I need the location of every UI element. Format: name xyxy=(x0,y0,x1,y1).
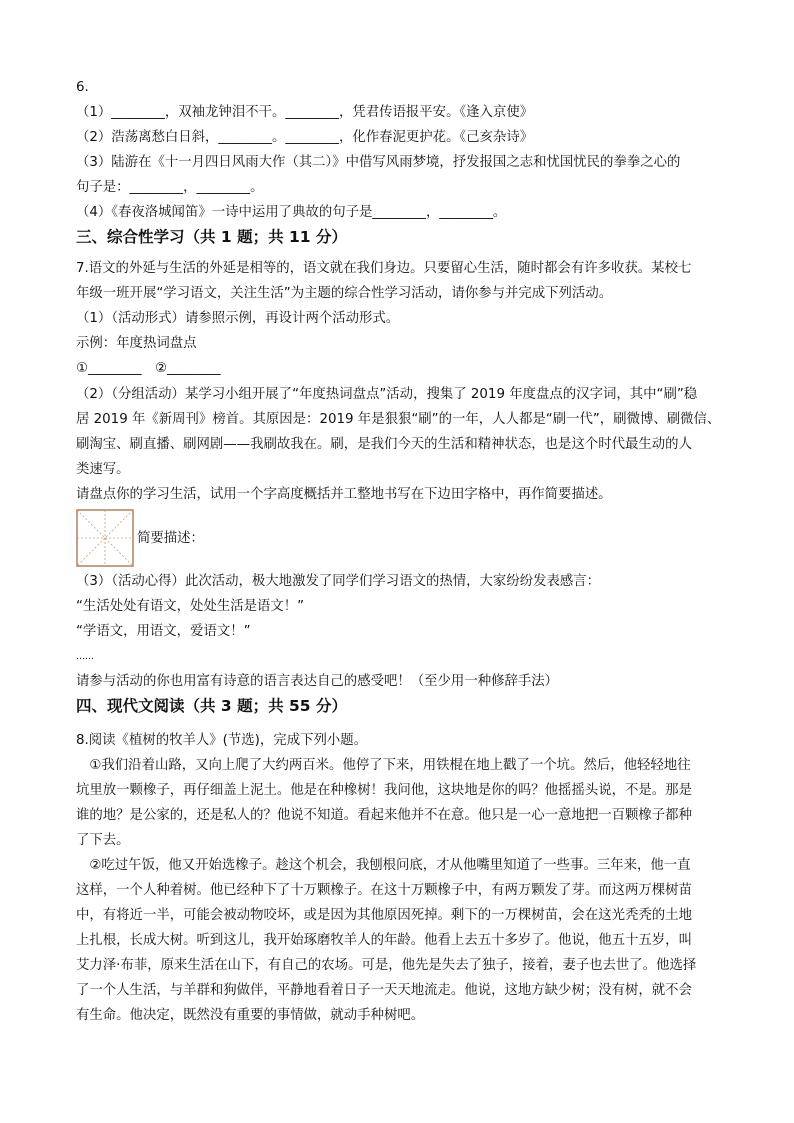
q7-sub-2-line-4: 类速写。 xyxy=(76,462,130,477)
q6-item-4: （4）《春夜洛城闻笛》一诗中运用了典故的句子是________，________。 xyxy=(76,205,507,220)
q7-sub-3: （3）（活动心得）此次活动，极大地激发了同学们学习语文的热情，大家纷纷发表感言： xyxy=(76,574,601,589)
q7-example: 示例：年度热词盘点 xyxy=(76,336,197,351)
q7-intro-line-1: 7.语文的外延与生活的外延是相等的，语文就在我们身边。只要留心生活，随时都会有许多收获。某校七 xyxy=(76,261,692,276)
q8-para-2-line-6: 了一个人生活，与羊群和狗做伴，平静地看着日子一天天地流走。他说，这地方缺少树；没有树，就不会 xyxy=(76,983,692,998)
q8-para-2-line-4: 上扎根，长成大树。听到这儿，我开始琢磨牧羊人的年龄。他看上去五十多岁了。他说，他五十五岁，叫 xyxy=(76,933,692,948)
q7-sub-1: （1）（活动形式）请参照示例，再设计两个活动形式。 xyxy=(76,311,400,326)
q8-intro: 8.阅读《植树的牧羊人》(节选)，完成下列小题。 xyxy=(76,733,368,748)
q7-sub-2-task: 请盘点你的学习生活，试用一个字高度概括并工整地书写在下边田字格中，再作简要描述。 xyxy=(76,487,612,502)
q7-sub-2-line-3: 刷淘宝、刷直播、刷网剧——我刷故我在。刷，是我们今天的生活和精神状态，也是这个时代最生动的人 xyxy=(76,437,692,452)
q7-ellipsis: …… xyxy=(76,652,94,662)
q7-sub-2-line-1: （2）（分组活动）某学习小组开展了“年度热词盘点”活动，搜集了 2019 年度盘点的汉字词，其中“刷”稳 xyxy=(76,387,698,402)
q6-number: 6. xyxy=(76,80,89,95)
q8-para-2-line-3: 中，有将近一半，可能会被动物咬坏，或是因为其他原因死掉。剩下的一万棵树苗，会在这光秃秃的土地 xyxy=(76,908,692,923)
q7-sub-3-task: 请参与活动的你也用富有诗意的语言表达自己的感受吧！（至少用一种修辞手法） xyxy=(76,674,559,689)
q8-para-2-line-7: 有生命。他决定，既然没有重要的事情做，就动手种树吧。 xyxy=(76,1008,425,1023)
section-3-title: 三、综合性学习（共 1 题；共 11 分） xyxy=(76,228,347,246)
section-4-title: 四、现代文阅读（共 3 题；共 55 分） xyxy=(76,697,347,715)
q8-para-1-line-1: ①我们沿着山路，又向上爬了大约两百米。他停了下来，用铁棍在地上戳了一个坑。然后，他轻轻地往 xyxy=(76,758,691,773)
q8-para-2-line-1: ②吃过午饭，他又开始选橡子。趁这个机会，我刨根问底，才从他嘴里知道了一些事。三年来，他一直 xyxy=(76,858,691,873)
q8-para-2-line-2: 这样，一个人种着树。他已经种下了十万颗橡子。在这十万颗橡子中，有两万颗发了芽。而这两万棵树苗 xyxy=(76,883,692,898)
q7-sub-2-line-2: 居 2019 年《新周刊》榜首。其原因是：2019 年是狠狠“刷”的一年，人人都是“刷一代”，刷微博、刷微信、 xyxy=(76,412,721,427)
q7-blanks: ①________ ②________ xyxy=(76,361,221,376)
q7-intro-line-2: 年级一班开展“学习语文，关注生活”为主题的综合性学习活动，请你参与并完成下列活动。 xyxy=(76,286,613,301)
q6-item-1: （1）________，双袖龙钟泪不干。________，凭君传语报平安。《逢入京使》 xyxy=(76,105,534,120)
brief-description-label: 简要描述： xyxy=(137,531,204,546)
tianzige-grid[interactable] xyxy=(76,509,134,567)
q6-item-2: （2）浩荡离愁白日斜，________。________，化作春泥更护花。《己亥杂诗》 xyxy=(76,130,534,145)
q7-quote-1: “生活处处有语文，处处生活是语文！” xyxy=(76,599,305,614)
q8-para-1-line-3: 谁的地？是公家的，还是私人的？他说不知道。看起来他并不在意。他只是一心一意地把一百颗橡子都种 xyxy=(76,808,692,823)
q6-item-3-cont: 句子是：________，________。 xyxy=(76,180,264,195)
q8-para-1-line-4: 了下去。 xyxy=(76,833,130,848)
q6-item-3: （3）陆游在《十一月四日风雨大作（其二）》中借写风雨梦境，抒发报国之志和忧国忧民的拳拳之心的 xyxy=(76,155,681,170)
q7-quote-2: “学语文，用语文，爱语文！” xyxy=(76,624,251,639)
q8-para-1-line-2: 坑里放一颗橡子，再仔细盖上泥土。他是在种橡树！我问他，这块地是你的吗？他摇摇头说，不是。那是 xyxy=(76,783,692,798)
q8-para-2-line-5: 艾力泽·布菲，原来生活在山下，有自己的农场。可是，他先是失去了独子，接着，妻子也去世了。他选择 xyxy=(76,958,697,973)
